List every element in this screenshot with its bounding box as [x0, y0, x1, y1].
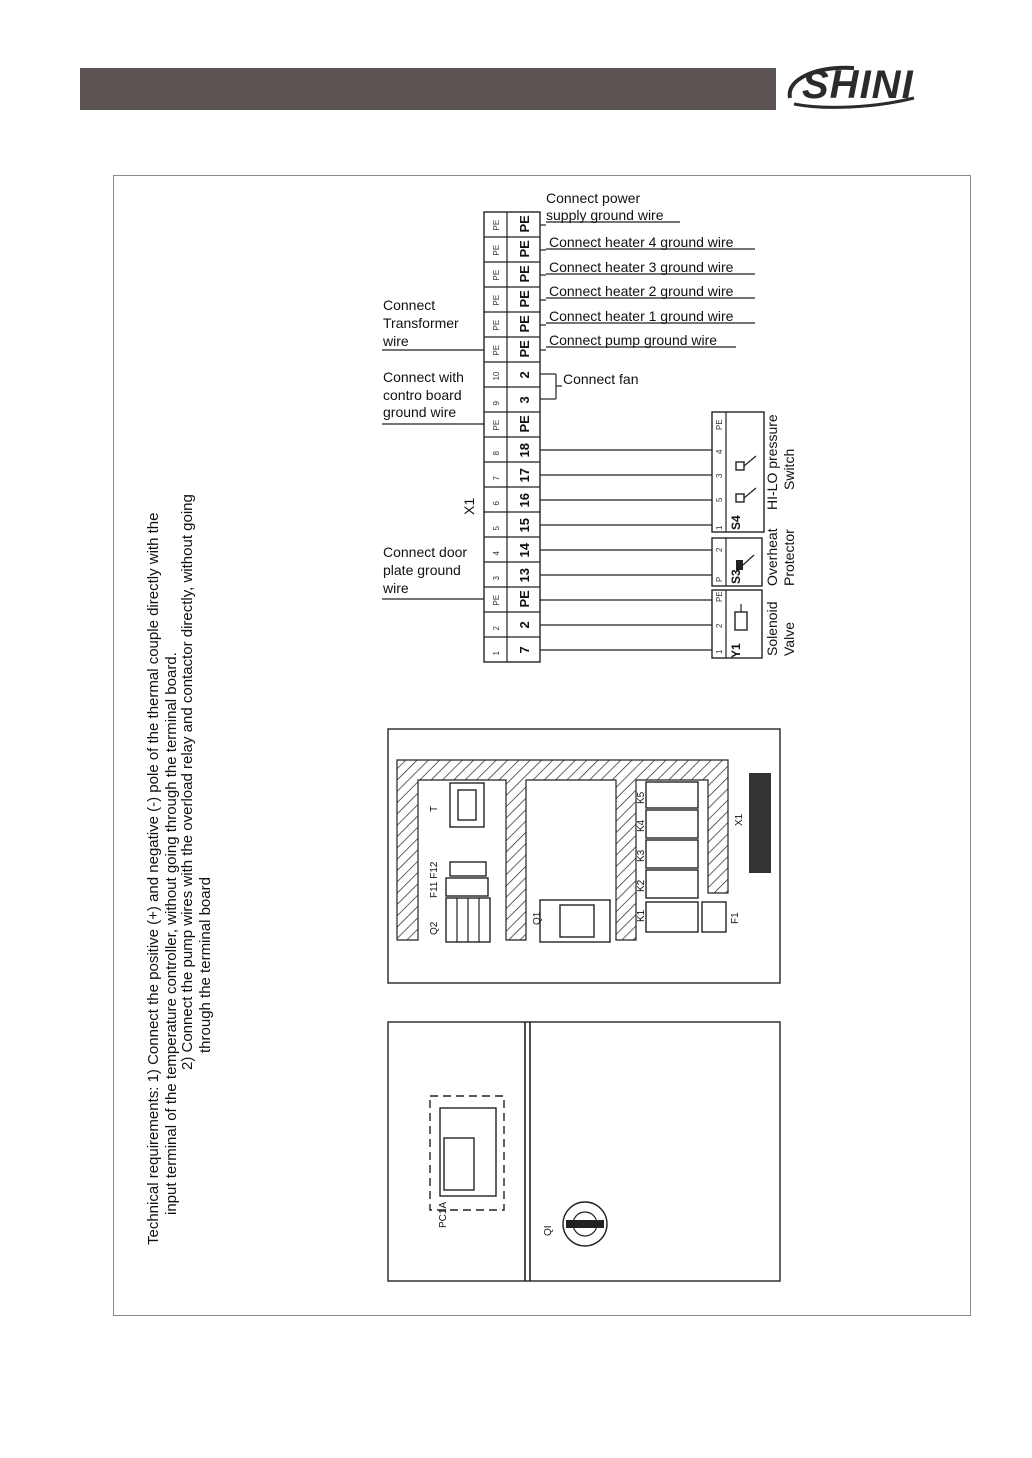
- terminal-number-label: 3: [517, 396, 532, 404]
- s4-pin-pe: PE: [715, 419, 724, 430]
- s4-id: S4: [729, 515, 743, 530]
- terminal-number-label: 16: [517, 493, 532, 508]
- panel-label-t: T: [429, 805, 440, 812]
- panel-label-k4: K4: [636, 819, 647, 832]
- terminal-number-label: 17: [517, 468, 532, 483]
- terminal-top-label: 6: [492, 501, 501, 506]
- panel-label-k1: K1: [636, 909, 647, 922]
- terminal-block-x1: [461, 212, 540, 662]
- heater3-label: Connect heater 3 ground wire: [549, 259, 734, 275]
- s3-id: S3: [729, 569, 743, 584]
- terminal-number-label: 7: [517, 646, 532, 654]
- terminal-name: X1: [461, 497, 477, 515]
- s4-pin-5: 5: [715, 497, 724, 502]
- terminal-top-label: 9: [492, 401, 501, 406]
- control-board-label-1: Connect with: [383, 369, 464, 385]
- terminal-number-label: PE: [517, 415, 532, 433]
- terminal-number-label: PE: [517, 590, 532, 608]
- door-label-pc1a: PC1A: [438, 1201, 449, 1228]
- y1-pin-pe: PE: [715, 591, 724, 602]
- terminal-top-label: PE: [492, 294, 501, 306]
- door-ground-label-1: Connect door: [383, 544, 468, 560]
- transformer-label-1: Connect: [383, 297, 436, 313]
- door-ground-label-2: plate ground: [383, 562, 461, 578]
- fan-label: Connect fan: [563, 371, 639, 387]
- terminal-number-label: PE: [517, 290, 532, 308]
- panel-label-f11-f12: F11 F12: [429, 861, 440, 898]
- door-ground-label-3: wire: [383, 580, 409, 596]
- s3-pin-p: P: [715, 576, 724, 582]
- logo-text: SHINI: [802, 63, 914, 107]
- control-board-label-3: ground wire: [383, 404, 457, 420]
- s3-name-2: Protector: [781, 529, 797, 586]
- heater4-label: Connect heater 4 ground wire: [549, 234, 734, 250]
- terminal-top-label: 1: [492, 651, 501, 656]
- terminal-top-label: PE: [492, 219, 501, 231]
- panel-label-q1: Q1: [532, 911, 543, 925]
- panel-label-x1: X1: [734, 813, 745, 826]
- heater2-label: Connect heater 2 ground wire: [549, 283, 734, 299]
- terminal-number-label: 13: [517, 568, 532, 583]
- device-wires: [540, 450, 712, 650]
- terminal-number-label: PE: [517, 240, 532, 258]
- panel-label-q2: Q2: [429, 921, 440, 935]
- heater1-label: Connect heater 1 ground wire: [549, 308, 734, 324]
- technical-requirements: [145, 494, 214, 1245]
- y1-id: Y1: [729, 643, 743, 658]
- terminal-number-label: PE: [517, 215, 532, 233]
- tech-line-4: through the terminal board: [197, 877, 214, 1053]
- terminal-number-label: PE: [517, 340, 532, 358]
- terminal-number-label: 15: [517, 518, 532, 533]
- s4-pin-1: 1: [715, 525, 724, 530]
- terminal-top-label: 4: [492, 551, 501, 556]
- terminal-top-label: 10: [492, 371, 501, 381]
- s3-pin-2: 2: [715, 547, 724, 552]
- terminal-top-label: 8: [492, 451, 501, 456]
- panel-label-f1: F1: [730, 912, 741, 924]
- y1-pin-1: 1: [715, 649, 724, 654]
- terminal-top-label: PE: [492, 269, 501, 281]
- s4-pin-3: 3: [715, 473, 724, 478]
- door-label-qi: QI: [543, 1225, 554, 1236]
- terminal-number-label: 18: [517, 443, 532, 458]
- overheat-protector-s3: [712, 528, 797, 586]
- door-layout: [388, 1022, 780, 1281]
- terminal-top-label: PE: [492, 344, 501, 356]
- solenoid-valve-y1: [712, 590, 797, 658]
- y1-pin-2: 2: [715, 623, 724, 628]
- terminal-number-label: PE: [517, 265, 532, 283]
- pressure-switch-s4: [712, 412, 797, 532]
- terminal-number-label: 2: [517, 621, 532, 629]
- y1-name-2: Valve: [781, 622, 797, 656]
- s4-name-1: HI-LO pressure: [764, 414, 780, 510]
- pump-ground-label: Connect pump ground wire: [549, 332, 718, 348]
- panel-layout: [388, 729, 780, 983]
- s4-name-2: Switch: [781, 448, 797, 490]
- transformer-label-3: wire: [383, 333, 409, 349]
- y1-name-1: Solenoid: [764, 601, 780, 656]
- panel-label-k2: K2: [636, 879, 647, 892]
- panel-label-k5: K5: [636, 791, 647, 804]
- terminal-number-label: 2: [517, 371, 532, 379]
- connection-labels: [382, 190, 734, 596]
- tech-line-3: 2) Connect the pump wires with the overload relay and contactor directly, without going: [179, 494, 196, 1070]
- terminal-number-label: 14: [517, 543, 532, 558]
- tech-line-2: input terminal of the temperature controller, without going through the terminal board.: [163, 652, 180, 1215]
- terminal-number-label: PE: [517, 315, 532, 333]
- control-board-label-2: contro board: [383, 387, 462, 403]
- terminal-top-label: PE: [492, 419, 501, 431]
- terminal-top-label: 2: [492, 626, 501, 631]
- s3-name-1: Overheat: [764, 528, 780, 586]
- transformer-label-2: Transformer: [383, 315, 459, 331]
- terminal-top-label: 3: [492, 576, 501, 581]
- s4-pin-4: 4: [715, 449, 724, 454]
- terminal-top-label: 5: [492, 526, 501, 531]
- terminal-top-label: PE: [492, 319, 501, 331]
- power-ground-label-1: Connect power: [546, 190, 641, 206]
- panel-label-k3: K3: [636, 849, 647, 862]
- terminal-top-label: PE: [492, 594, 501, 606]
- terminal-top-label: 7: [492, 476, 501, 481]
- terminal-top-label: PE: [492, 244, 501, 256]
- tech-line-1: Technical requirements: 1) Connect the positive (+) and negative (-) pole of the thermal couple directly with the: [145, 512, 162, 1245]
- power-ground-label-2: supply ground wire: [546, 207, 664, 223]
